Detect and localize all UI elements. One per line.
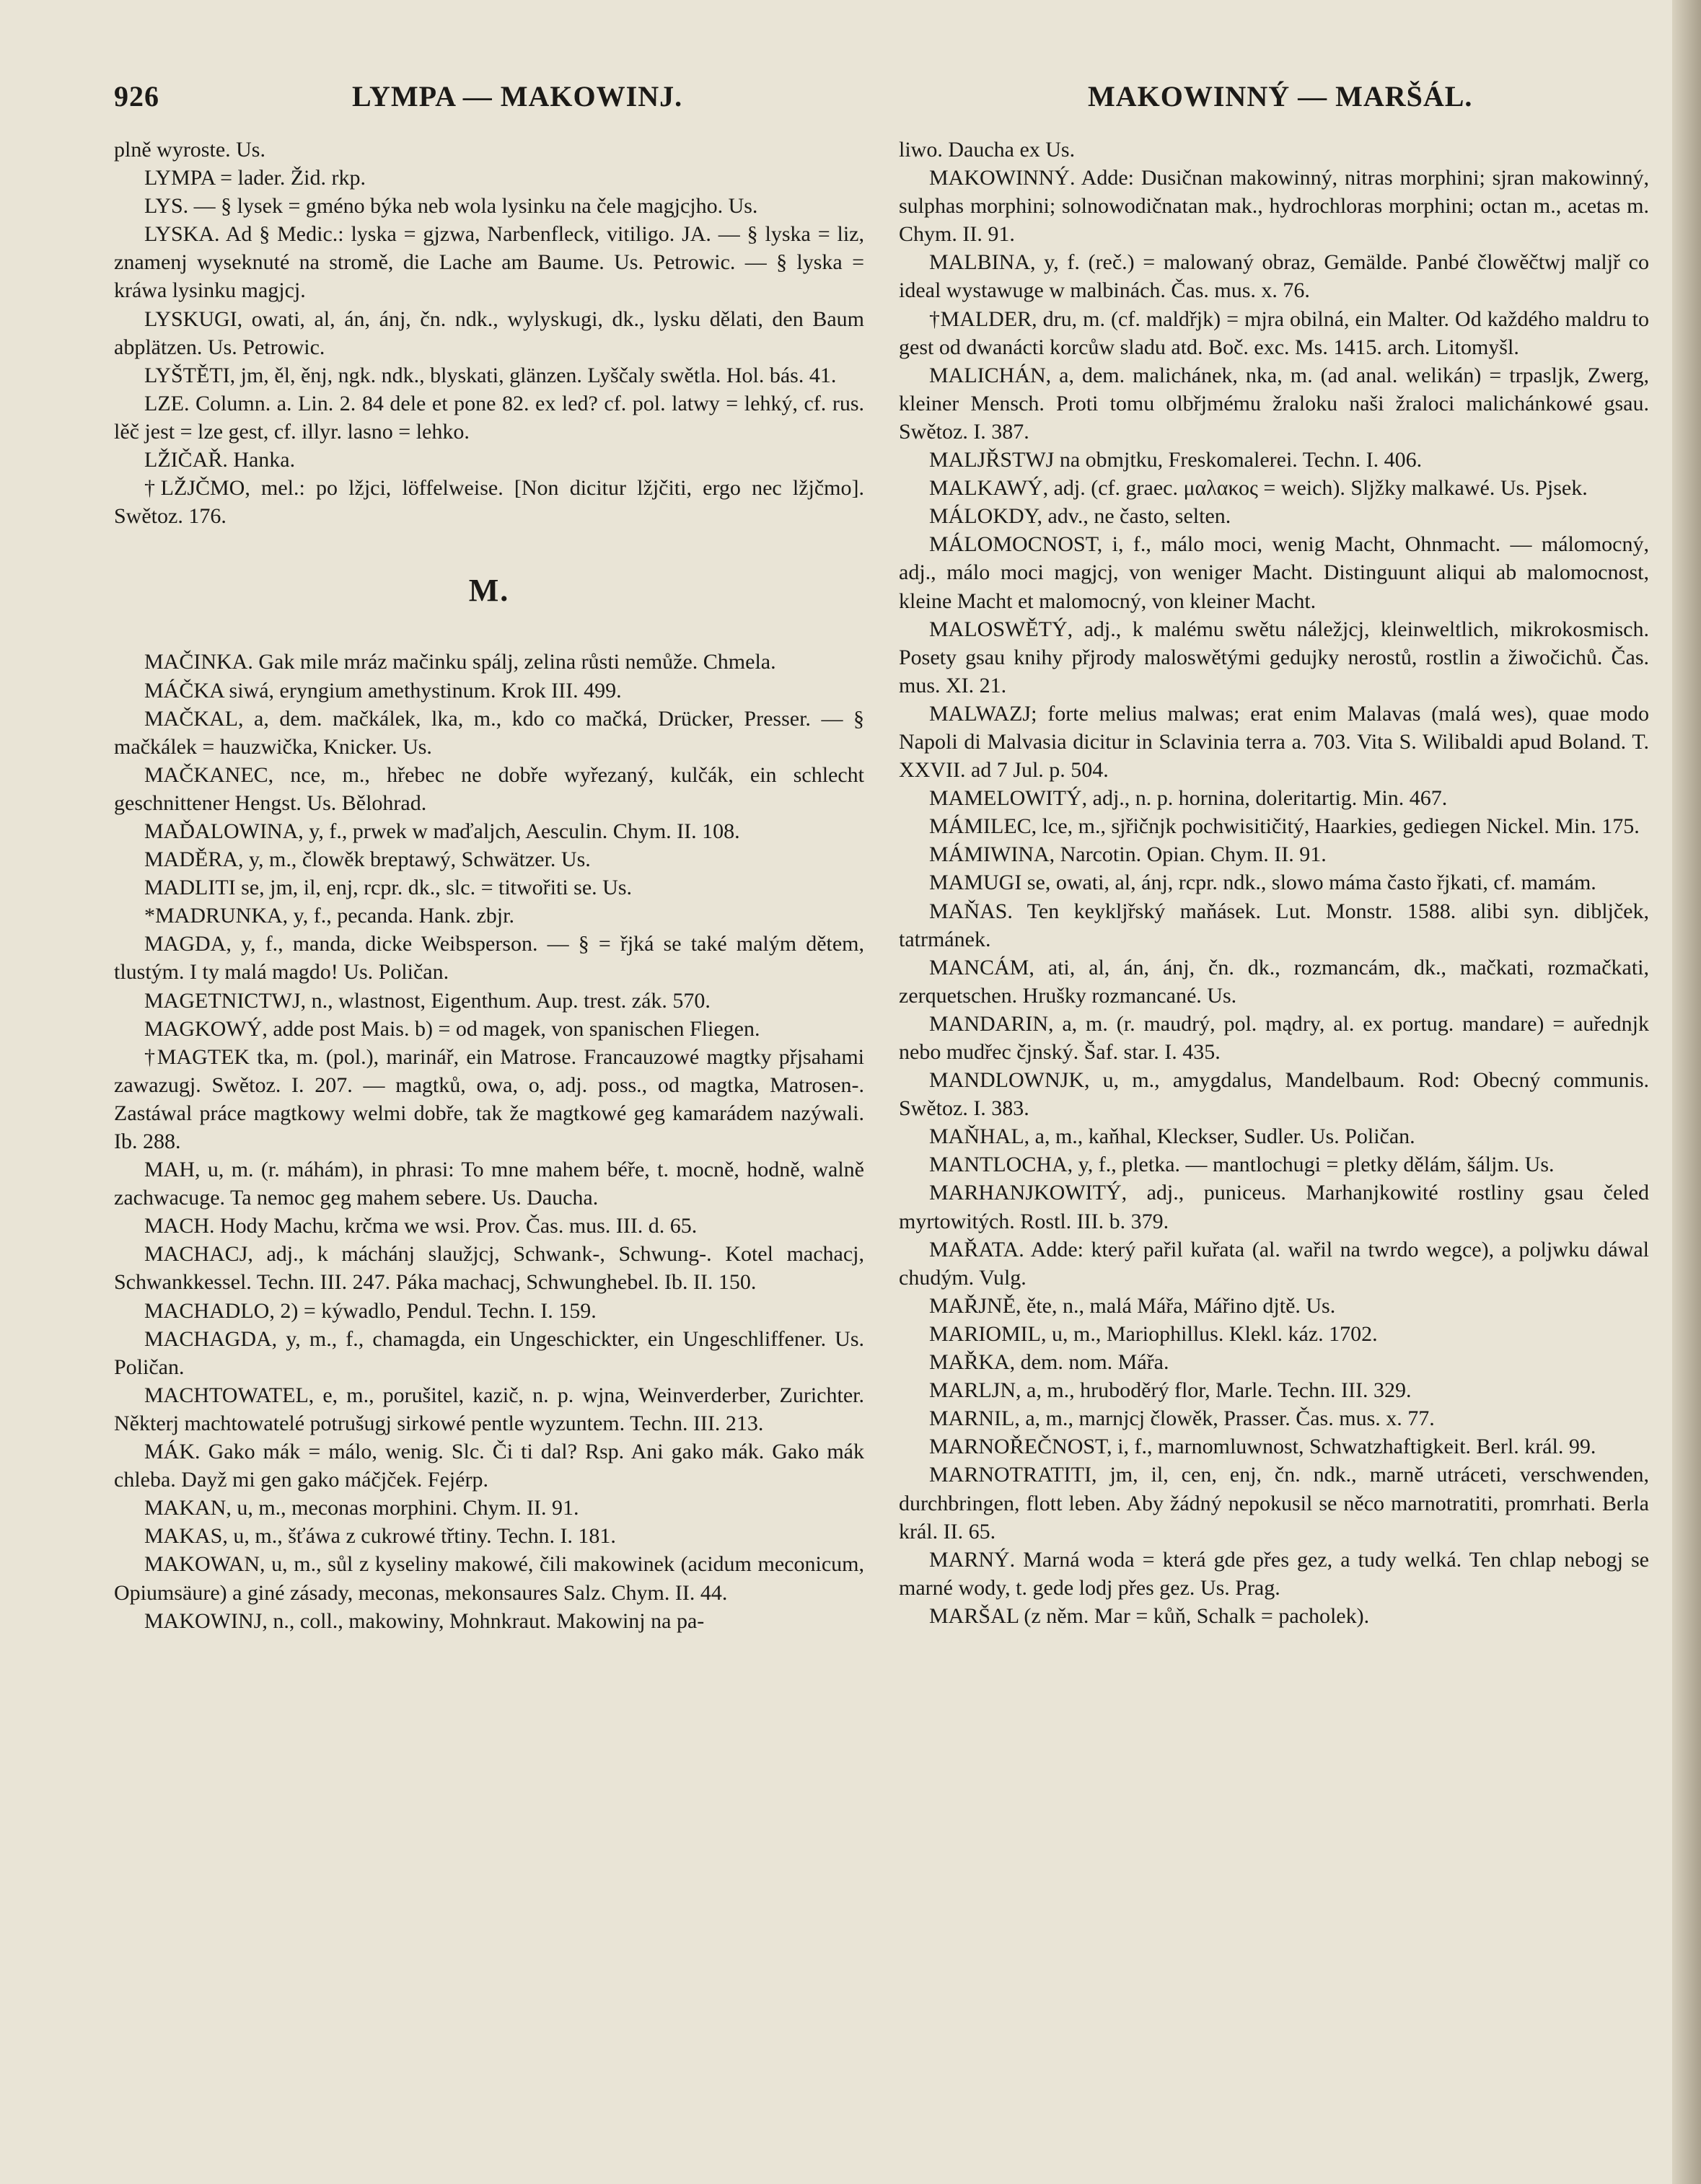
dictionary-entry: MAĎALOWINA, y, f., prwek w maďaljch, Aesculin. Chym. II. 108. bbox=[144, 819, 740, 843]
dictionary-entry: MARNOTRATITI, jm, il, cen, enj, čn. ndk., marně utráceti, verschwenden, durchbringen, flott leben. Aby žádný nepokusil se něco marnotratiti, promrhati. Berla král. II. 65. bbox=[899, 1463, 1649, 1544]
dictionary-entry: LZE. Column. a. Lin. 2. 84 dele et pone 82. ex led? cf. pol. latwy = lehký, cf. rus. lěč jest = lze gest, cf. illyr. lasno = lehko. bbox=[114, 391, 864, 444]
left-running-title: LYMPA — MAKOWINJ. bbox=[352, 80, 683, 113]
dictionary-entry: MAŘATA. Adde: který pařil kuřata (al. wařil na twrdo wegce), a poljwku dáwal chudým. Vulg. bbox=[899, 1237, 1649, 1290]
dictionary-entry: MALOSWĚTÝ, adj., k malému swětu náležjcj, kleinweltlich, mikrokosmisch. Posety gsau knihy přjrody maloswětými gedujky nerostů, rostlin a žiwočichů. Čas. mus. XI. 21. bbox=[899, 617, 1649, 697]
dictionary-entry: †MAGTEK tka, m. (pol.), marinář, ein Matrose. Francauzowé magtky přjsahami zawazugj. Swětoz. I. 207. — magtků, owa, o, adj. poss., od magtka, Matrosen-. Zastáwal práce magtkowy welmi dobře, tak že magtkowé geg kamarádem nazýwali. Ib. 288. bbox=[114, 1044, 864, 1153]
dictionary-entry: MAŘKA, dem. nom. Mářa. bbox=[929, 1350, 1169, 1375]
dictionary-entry: MALJŘSTWJ na obmjtku, Freskomalerei. Techn. I. 406. bbox=[929, 448, 1423, 472]
right-column bbox=[899, 136, 1649, 1630]
dictionary-entry: MACH. Hody Machu, krčma we wsi. Prov. Čas. mus. III. d. 65. bbox=[144, 1214, 698, 1238]
dictionary-entry: MAKOWINJ, n., coll., makowiny, Mohnkraut. Makowinj na pa- bbox=[144, 1608, 705, 1633]
dictionary-entry: MAGDA, y, f., manda, dicke Weibsperson. — § = řjká se také malým dětem, tlustým. I ty malá magdo! Us. Poličan. bbox=[114, 932, 864, 985]
dictionary-entry: MAČINKA. Gak mile mráz mačinku spálj, zelina růsti nemůže. Chmela. bbox=[144, 650, 776, 674]
dictionary-entry: MÁMIWINA, Narcotin. Opian. Chym. II. 91. bbox=[929, 842, 1327, 867]
dictionary-entry: †LŽJČMO, mel.: po lžjci, löffelweise. [Non dicitur lžjčiti, ergo nec lžjčmo]. Swětoz. 176. bbox=[114, 476, 864, 529]
dictionary-entry: MAGKOWÝ, adde post Mais. b) = od magek, von spanischen Fliegen. bbox=[144, 1016, 760, 1041]
dictionary-entry: MARLJN, a, m., hruboděrý flor, Marle. Techn. III. 329. bbox=[929, 1378, 1412, 1403]
dictionary-entry: MAKAN, u, m., meconas morphini. Chym. II. 91. bbox=[144, 1496, 579, 1520]
page-edge bbox=[1672, 0, 1701, 2184]
dictionary-entry: MANTLOCHA, y, f., pletka. — mantlochugi = pletky dělám, šáljm. Us. bbox=[929, 1153, 1555, 1177]
dictionary-entry: LYMPA = lader. Žid. rkp. bbox=[144, 166, 366, 190]
running-header bbox=[114, 79, 1614, 123]
dictionary-entry: MALICHÁN, a, dem. malichánek, nka, m. (ad anal. welikán) = trpaslјk, Zwerg, kleiner Mensch. Proti tomu olbřjmému žraloku naši žraloci malichánkowé gsau. Swětoz. I. 387. bbox=[899, 363, 1649, 444]
dictionary-entry: MAH, u, m. (r. máhám), in phrasi: To mne mahem béře, t. mocně, hodně, walně zachwacuge. Ta nemoc geg mahem sebere. Us. Daucha. bbox=[114, 1158, 864, 1210]
dictionary-entry: MARIOMIL, u, m., Mariophillus. Klekl. káz. 1702. bbox=[929, 1321, 1378, 1346]
dictionary-entry: MANCÁM, ati, al, án, ánj, čn. dk., rozmancám, dk., mačkati, rozmačkati, zerquetschen. Hrušky rozmancané. Us. bbox=[899, 955, 1649, 1008]
dictionary-entry: LYŠTĚTI, jm, ěl, ěnj, ngk. ndk., blyskati, glänzen. Lyščaly swětla. Hol. bás. 41. bbox=[144, 363, 837, 387]
dictionary-entry: MÁLOKDY, adv., ne často, selten. bbox=[929, 504, 1231, 529]
section-letter: M. bbox=[468, 573, 510, 609]
dictionary-entry: MARNÝ. Marná woda = která gde přes gez, a tudy welká. Ten chlap nebogj se marné wody, t. gede lodj přes gez. Us. Prag. bbox=[899, 1547, 1649, 1600]
dictionary-entry: MAKOWINNÝ. Adde: Dusičnan makowinný, nitras morphini; sjran makowinný, sulphas morphini; solnowodičnatan mak., hydrochloras morphini; octan m., acetas m. Chym. II. 91. bbox=[899, 166, 1649, 247]
dictionary-entry: MÁK. Gako mák = málo, wenig. Slc. Či ti dal? Rsp. Ani gako mák. Gako mák chleba. Dayž mi gen gako máčjček. Fejérp. bbox=[114, 1440, 864, 1492]
dictionary-entry: MARNIL, a, m., marnjcj člowěk, Prasser. Čas. mus. x. 77. bbox=[929, 1406, 1435, 1431]
dictionary-entry: MALKAWÝ, adj. (cf. graec. μαλακος = weich). Sljžky malkawé. Us. Pjsek. bbox=[929, 476, 1588, 501]
dictionary-entry: liwo. Daucha ex Us. bbox=[899, 138, 1076, 162]
dictionary-entry: MACHACJ, adj., k máchánj slaužjcj, Schwank-, Schwung-. Kotel machacj, Schwankkessel. Techn. III. 247. Páka machacj, Schwunghebel. Ib. II. 150. bbox=[114, 1242, 864, 1295]
dictionary-entry: MÁMILEC, lce, m., sjřičnjk pochwisitičitý, Haarkies, gediegen Nickel. Min. 175. bbox=[929, 814, 1640, 839]
dictionary-entry: †MALDER, dru, m. (cf. maldřjk) = mjra obilná, ein Malter. Od každého maldru to gest od dwanácti korcůw sladu atd. Boč. exc. Ms. 1415. arch. Litomyšl. bbox=[899, 307, 1649, 359]
dictionary-entry: MARHANJKOWITÝ, adj., puniceus. Marhanjkowité rostliny gsau čeled myrtowitých. Rostl. III. b. 379. bbox=[899, 1181, 1649, 1233]
dictionary-entry: MAČKANEC, nce, m., hřebec ne dobře wyřezaný, kulčák, ein schlecht geschnittener Hengst. Us. Bělohrad. bbox=[114, 762, 864, 815]
dictionary-entry: LŽIČAŘ. Hanka. bbox=[144, 448, 296, 472]
dictionary-entry: LYSKA. Ad § Medic.: lyska = gjzwa, Narbenfleck, vitiligo. JA. — § lyska = liz, znamenj wyseknuté na stromě, die Lache am Baume. Us. Petrowic. — § lyska = kráwa lysinku magjcj. bbox=[114, 222, 864, 303]
dictionary-entry: MADLITI se, jm, il, enj, rcpr. dk., slc. = titwořiti se. Us. bbox=[144, 876, 632, 900]
dictionary-entry: MADĚRA, y, m., člowěk breptawý, Schwätzer. Us. bbox=[144, 847, 591, 872]
dictionary-entry: *MADRUNKA, y, f., pecanda. Hank. zbjr. bbox=[144, 904, 514, 928]
dictionary-entry: MACHTOWATEL, e, m., porušitel, kazič, n. p. wjna, Weinverderber, Zurichter. Některj machtowatelé potrušugj sirkowé pentle wyzuntem. Techn. III. 213. bbox=[114, 1383, 864, 1435]
dictionary-entry: MARNOŘEČNOST, i, f., marnomluwnost, Schwatzhaftigkeit. Berl. král. 99. bbox=[929, 1435, 1596, 1459]
dictionary-entry: MAŇHAL, a, m., kaňhal, Kleckser, Sudler. Us. Poličan. bbox=[929, 1124, 1415, 1149]
dictionary-entry: MAMUGI se, owati, al, ánj, rcpr. ndk., slowo máma často řjkati, cf. mamám. bbox=[929, 871, 1596, 895]
dictionary-entry: MAŇAS. Ten keyklјřský maňásek. Lut. Monstr. 1588. alibi syn. dibljček, tatrmánek. bbox=[899, 899, 1649, 951]
page-number: 926 bbox=[114, 80, 159, 113]
dictionary-entry: MALWAZJ; forte melius malwas; erat enim Malavas (malá wes), quae modo Napoli di Malvasia dicitur in Sclavinia terra a. 703. Vita S. Wilibaldi apud Boland. T. XXVII. ad 7 Jul. p. 504. bbox=[899, 701, 1649, 783]
left-column bbox=[114, 136, 864, 1635]
dictionary-entry: MANDARIN, a, m. (r. maudrý, pol. mądry, al. ex portug. mandare) = auřednjk nebo mudřec čjnský. Šaf. star. I. 435. bbox=[899, 1011, 1649, 1064]
dictionary-entry: MAKOWAN, u, m., sůl z kyseliny makowé, čili makowinek (acidum meconicum, Opiumsäure) a giné zásady, meconas, mekonsaures Salz. Chym. II. 44. bbox=[114, 1552, 864, 1605]
dictionary-entry: MALBINA, y, f. (reč.) = malowaný obraz, Gemälde. Panbé člowěčtwj maljř co ideal wystawuge w malbinách. Čas. mus. x. 76. bbox=[899, 250, 1649, 303]
dictionary-entry: MAKAS, u, m., šťáwa z cukrowé třtiny. Techn. I. 181. bbox=[144, 1524, 616, 1549]
dictionary-entry: MANDLOWNJK, u, m., amygdalus, Mandelbaum. Rod: Obecný communis. Swětoz. I. 383. bbox=[899, 1068, 1649, 1121]
right-running-title: MAKOWINNÝ — MARŠÁL. bbox=[1088, 80, 1473, 113]
dictionary-entry: MAŘJNĚ, ěte, n., malá Mářa, Mářino djtě. Us. bbox=[929, 1293, 1336, 1318]
dictionary-entry: MAGETNICTWJ, n., wlastnost, Eigenthum. Aup. trest. zák. 570. bbox=[144, 988, 711, 1013]
dictionary-entry: MAMELOWITÝ, adj., n. p. hornina, doleritartig. Min. 467. bbox=[929, 786, 1448, 811]
dictionary-entry: MÁČKA siwá, eryngium amethystinum. Krok III. 499. bbox=[144, 678, 622, 703]
dictionary-entry: LYSKUGI, owati, al, án, ánj, čn. ndk., wylyskugi, dk., lysku dělati, den Baum abplätzen. Us. Petrowic. bbox=[114, 307, 864, 359]
dictionary-entry: MAČKAL, a, dem. mačkálek, lka, m., kdo co mačká, Drücker, Presser. — § mačkálek = hauzwička, Knicker. Us. bbox=[114, 706, 864, 759]
dictionary-entry: LYS. — § lysek = gméno býka neb wola lysinku na čele magjcjho. Us. bbox=[144, 194, 758, 219]
dictionary-entry: MACHAGDA, y, m., f., chamagda, ein Ungeschickter, ein Ungeschliffener. Us. Poličan. bbox=[114, 1326, 864, 1379]
dictionary-entry: MARŠAL (z něm. Mar = kůň, Schalk = pacholek). bbox=[929, 1603, 1370, 1628]
dictionary-entry: MACHADLO, 2) = kýwadlo, Pendul. Techn. I. 159. bbox=[144, 1298, 597, 1323]
dictionary-entry: MÁLOMOCNOST, i, f., málo moci, wenig Macht, Ohnmacht. — málomocný, adj., málo moci magjcj, von weniger Macht. Distinguunt aliqui ab malomocnost, kleine Macht et malomocný, von kleiner Macht. bbox=[899, 532, 1649, 613]
dictionary-entry: plně wyroste. Us. bbox=[114, 138, 265, 162]
